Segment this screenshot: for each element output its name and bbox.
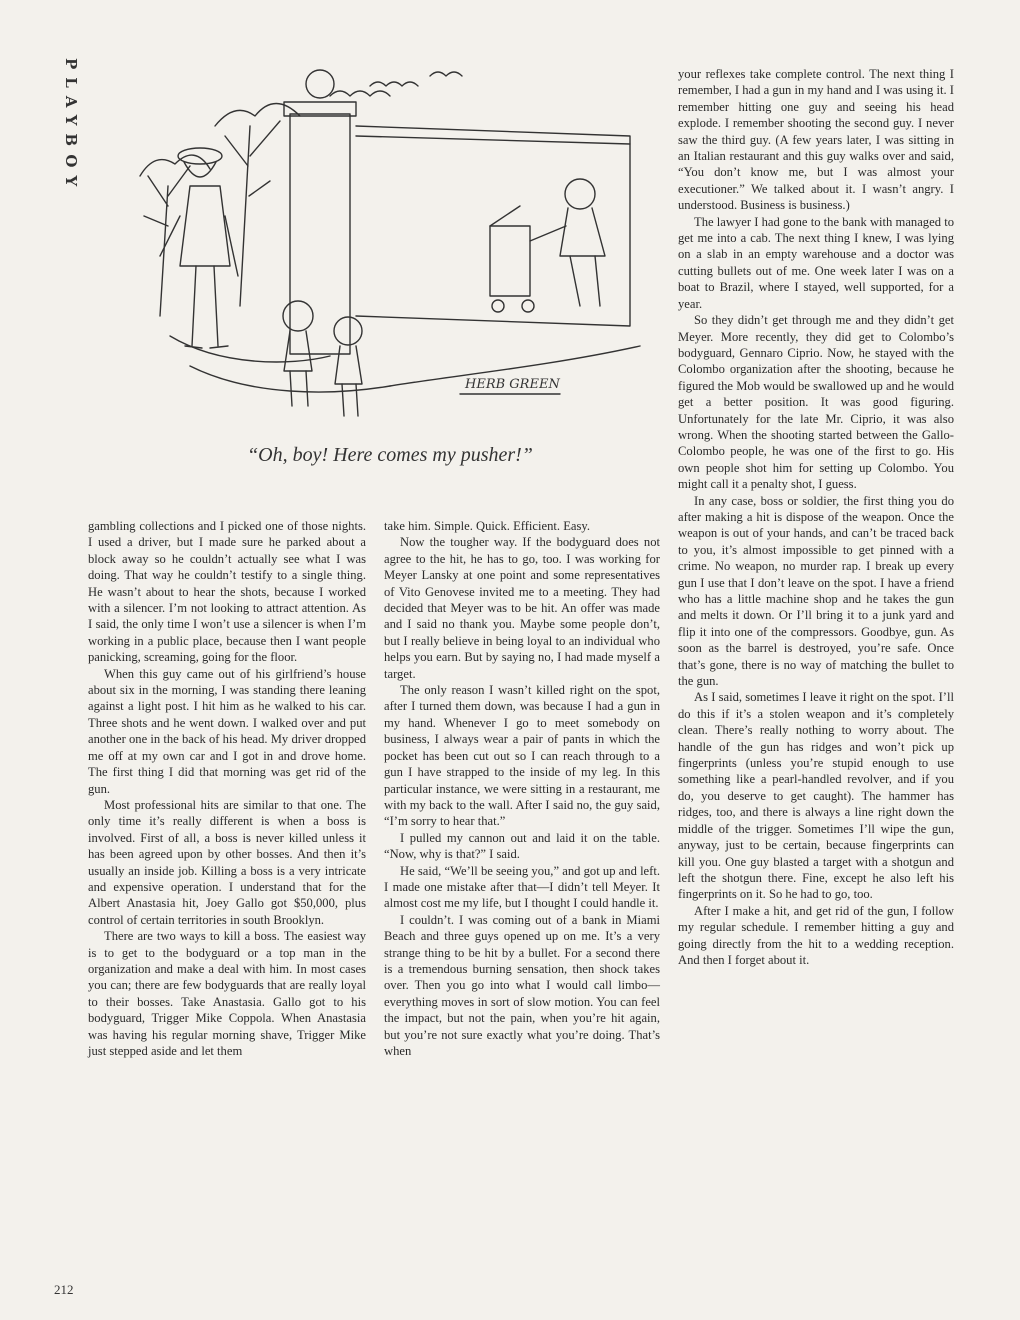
vertical-masthead (56, 58, 86, 218)
paragraph: So they didn’t get through me and they didn’t get Meyer. More recently, they did get to Colombo’s bodyguard, Gennaro Ciprio. Now, he stayed with the Colombo organization after the shooting, because he figured the Mob would be swallowed up and he would get a better position. It was good figuring. Unfortunately for the late Mr. Ciprio, it was also wrong. When the shooting started between the Gallo-Colombo people, he was one of the first to go. His own people shot him for setting up Colombo. You might call it a penalty shot, I guess. (678, 313, 954, 492)
text-column-1 (88, 518, 366, 1059)
paragraph: gambling collections and I picked one of those nights. I used a driver, but I made sure he parked about a block away so he couldn’t actually see what I was doing. That way he couldn’t testify to a single thing. He wasn’t about to hear the shots, because I worked with a silencer. I’m not looking to attract attention. As I said, the only time I won’t use a silencer is when I’m working in a public place, because then I want people panicking, screaming, going for the floor. (88, 519, 366, 665)
paragraph: take him. Simple. Quick. Efficient. Easy. (384, 519, 591, 533)
paragraph: When this guy came out of his girlfriend’s house about six in the morning, I was standing there leaning against a light post. I hit him as he walked to his car. Three shots and he went down. I walked over and put another one in the back of his head. My driver dropped me off at my own car and I got in and drove home. The first thing I did that morning was get rid of the gun. (88, 666, 366, 796)
paragraph: I pulled my cannon out and laid it on the table. “Now, why is that?” I said. (384, 830, 660, 862)
masthead-text: PLAYBOY (62, 58, 80, 195)
paragraph: I couldn’t. I was coming out of a bank in Miami Beach and three guys opened up on me. It’s a very strange thing to be hit by a bullet. For a second there is a tremendous burning sensation, then shock takes over. Then you go into what I would call limbo—everything moves in sort of slow motion. You can feel the impact, but not the pain, when you’re hit again, but you’re not sure exactly what you’re doing. That’s when (384, 912, 660, 1058)
paragraph: Now the tougher way. If the bodyguard does not agree to the hit, he has to go, too. I was working for Meyer Lansky at one point and some representatives of Vito Genovese invited me to a meeting. They had decided that Meyer was to be hit. An offer was made and I said no thank you. Maybe some people don’t, but I really believe in being loyal to an individual who helps you earn. But by saying no, I had made myself a target. (384, 535, 660, 681)
paragraph: Most professional hits are similar to that one. The only time it’s really different is when a boss is involved. First of all, a boss is never killed unless it has been agreed upon by other bosses. And then it’s usually an inside job. Killing a boss is a very intricate and expensive operation. I understand that for the Albert Anastasia hit, Joey Gallo got $50,000, plus control of certain territories in south Brooklyn. (88, 797, 366, 927)
paragraph: In any case, boss or soldier, the first thing you do after making a hit is dispose of the weapon. Once the weapon is out of your hands, and can’t be traced back to you, it’s almost impossible to get pinned with a crime. No weapon, no murder rap. I break up every gun I use that I don’t leave on the spot. I have a friend who has a little machine shop and he takes the gun and melts it down. Or I’ll bring it to a junk yard and flip it into one of the compressors. Goodbye, gun. As soon as the barrel is destroyed, you’re safe. Once that’s gone, there is no way of matching the bullet to the gun. (678, 493, 954, 689)
text-column-3 (678, 66, 954, 968)
paragraph: As I said, sometimes I leave it right on the spot. I’ll do this if it’s a stolen weapon and it’s completely clean. There’s really nothing to worry about. The handle of the gun has ridges and won’t pick up fingerprints (unless you’re stupid enough to use something like a pearl-handled revolver, and if you do, you deserve to get caught). The hammer has ridges, too, and there is always a line right down the middle of the trigger. Sometimes I’ll wipe the gun, anyway, just to be certain, because fingerprints can kill you. One guy blasted a target with a shotgun and left the shotgun there. Fine, except he also left his fingerprints on it. So he had to go, too. (678, 690, 954, 902)
paragraph: There are two ways to kill a boss. The easiest way is to get to the bodyguard or a top man in the organization and make a deal with him. In most cases you can; there are few bodyguards that are really loyal to their bosses. Take Anastasia. Gallo got to his bodyguard, Trigger Mike Coppola. When Anastasia was having his regular morning shave, Trigger Mike just stepped aside and let them (88, 929, 366, 1058)
paragraph: After I make a hit, and get rid of the gun, I follow my regular schedule. I remember hitting a guy and going directly from the hit to a wedding reception. And then I forget about it. (678, 903, 954, 967)
cartoon-caption: “Oh, boy! Here comes my pusher!” (247, 444, 533, 466)
paragraph: He said, “We’ll be seeing you,” and got up and left. I made one mistake after that—I didn’t tell Meyer. It almost cost me my life, but I thought I could handle it. (384, 863, 660, 911)
paragraph: your reflexes take complete control. The next thing I remember, I had a gun in my hand and I was using it. I remember hitting one guy and seeing his head explode. I remember shooting the second guy. I never saw the third guy. (A few years later, I was sitting in an Italian restaurant and this guy walks over and said, “You don’t know me, but I was almost your executioner.” We talked about it. I wasn’t angry. I understood. Business is business.) (678, 67, 954, 213)
cartoon-signature: HERB GREEN (465, 377, 560, 392)
paragraph: The lawyer I had gone to the bank with managed to get me into a cab. The next thing I knew, I was lying on a slab in an empty warehouse and a doctor was cutting bullets out of me. One week later I was on a boat to Brazil, where I stayed, well supported, for a year. (678, 214, 954, 311)
paragraph: The only reason I wasn’t killed right on the spot, after I turned them down, was because I had a gun in my hand. Whenever I go to meet somebody on business, I always wear a pair of pants in which the pocket has been cut out so I can reach through to a gun I have strapped to the inside of my leg. In this particular instance, we were sitting in a restaurant, me with my back to the wall. After I said no, the guy said, “I’m sorry to hear that.” (384, 683, 660, 829)
page-number: 212 (54, 1282, 74, 1297)
cartoon-illustration (130, 66, 650, 436)
text-column-2 (384, 518, 660, 1059)
